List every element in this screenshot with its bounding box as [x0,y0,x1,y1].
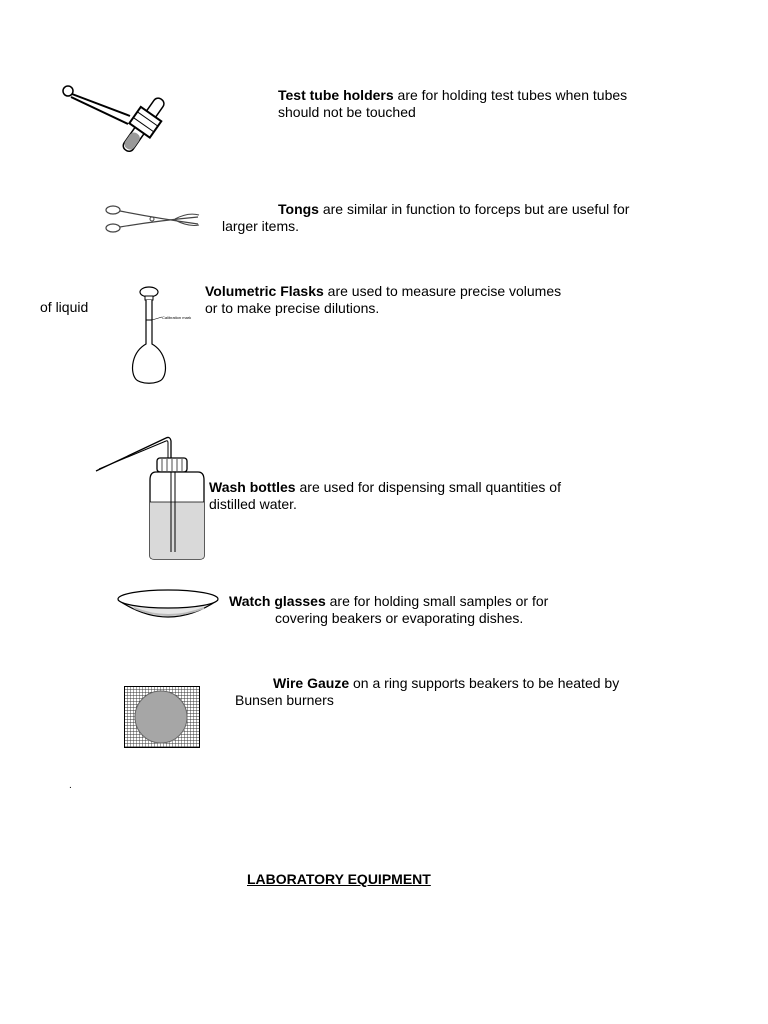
item-description: on a ring supports beakers to be heated by [349,675,620,691]
wash-bottles-text [209,479,561,513]
item-term: Wash bottles [209,479,296,495]
item-description-line2: distilled water. [209,496,297,512]
tongs-text [222,201,629,235]
wash-bottle-icon [92,428,212,564]
item-description: are similar in function to forceps but are useful for [318,201,630,217]
volumetric-flask-aside [40,299,88,316]
volumetric-flasks-text [205,283,561,317]
wire-gauze-icon [124,686,200,748]
item-description-line2: should not be touched [278,104,416,120]
item-description: are for holding test tubes when tubes [393,87,628,103]
tongs-icon [100,200,204,240]
item-term: Volumetric Flasks [205,283,324,299]
item-term: Test tube holders [278,87,394,103]
item-term: Wire Gauze [273,675,350,691]
item-term: Tongs [278,201,319,217]
page-title: LABORATORY EQUIPMENT [247,871,431,887]
watch-glass-icon [114,584,222,624]
test-tube-holder-icon [56,80,176,160]
item-description-line2: or to make precise dilutions. [205,300,380,316]
calibration-mark-label: Calibration mark [162,315,192,320]
item-description-line2: Bunsen burners [235,692,334,708]
item-description-line2: larger items. [222,218,300,234]
item-term: Watch glasses [229,593,326,609]
item-aside: of liquid [40,299,89,315]
stray-mark: . [69,780,72,791]
test-tube-holders-text [278,87,627,121]
item-description: are used for dispensing small quantities of [295,479,561,495]
item-description: are used to measure precise volumes [323,283,562,299]
wire-gauze-text [235,675,619,709]
item-description-line2: covering beakers or evaporating dishes. [275,610,524,626]
watch-glasses-text [229,593,548,627]
volumetric-flask-icon [128,284,192,388]
item-description: are for holding small samples or for [325,593,549,609]
